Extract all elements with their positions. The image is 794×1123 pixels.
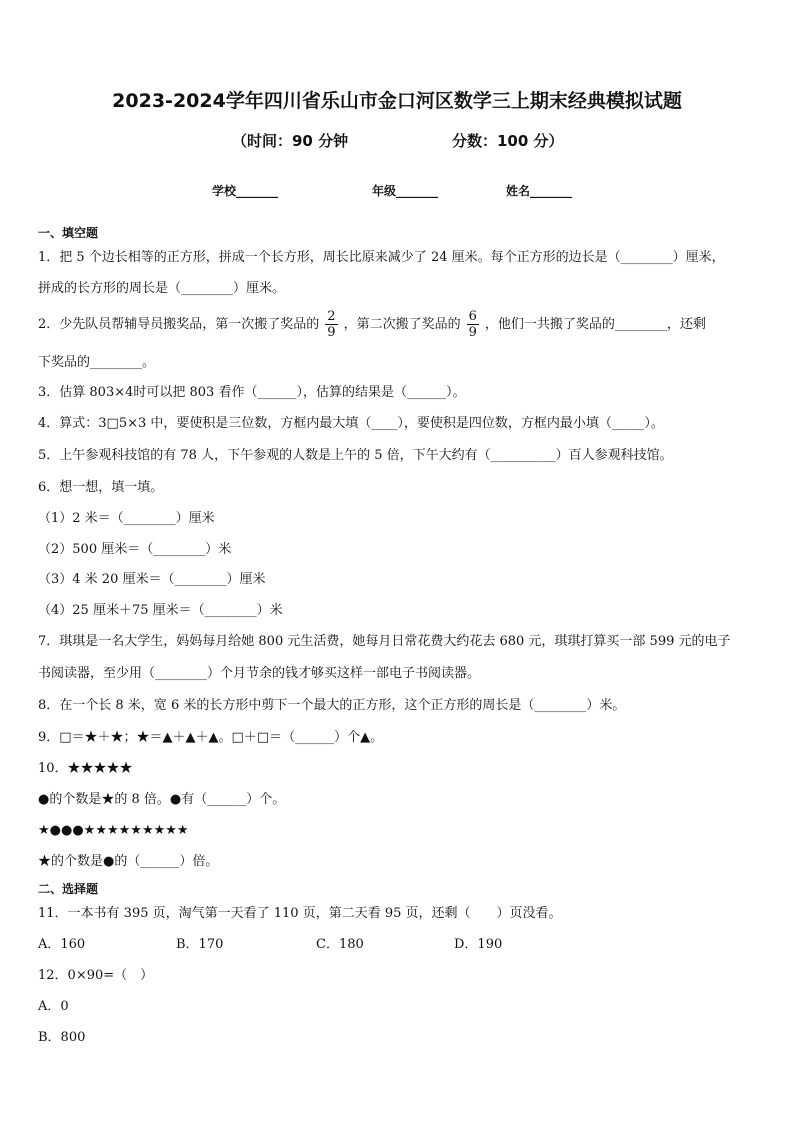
page-title: 2023-2024学年四川省乐山市金口河区数学三上期末经典模拟试题 — [112, 90, 682, 112]
question-12-option-b: B．800 — [38, 1030, 86, 1045]
section-heading: 二、选择题 — [38, 882, 99, 896]
question-6: 6．想一想，填一填。 — [38, 480, 164, 495]
school-field: 学校_______ — [212, 184, 279, 198]
fraction-2-9 — [325, 309, 337, 340]
section-heading: 一、填空题 — [38, 226, 99, 240]
exam-score: 分数：100 分） — [452, 132, 564, 150]
question-7-line-1: 7．琪琪是一名大学生，妈妈每月给她 800 元生活费，她每月日常花费大约花去 680 元，琪琪打算买一部 599 元的电子 — [38, 634, 731, 649]
question-10-part-2: ★的个数是●的（______）倍。 — [38, 854, 219, 869]
question-10-shapes: ★●●●★★★★★★★★★ — [38, 823, 189, 838]
question-10-part-1: ●的个数是★的 8 倍。●有（______）个。 — [38, 792, 286, 807]
question-11: 11．一本书有 395 页，淘气第一天看了 110 页，第二天看 95 页，还剩（ ）页没看。 — [38, 906, 562, 921]
fraction-numerator: 6 — [468, 309, 477, 324]
question-3: 3．估算 803×4时可以把 803 看作（______），估算的结果是（______）。 — [38, 385, 466, 400]
question-11-option-c: C．180 — [316, 937, 364, 952]
grade-field: 年级_______ — [372, 184, 439, 198]
question-2-text-b: ，第二次搬了奖品的 — [343, 317, 461, 332]
exam-time: （时间：90 分钟 — [232, 132, 349, 150]
question-6-item-1: （1）2 米＝（________）厘米 — [38, 511, 215, 526]
question-2-text-a: 2．少先队员帮辅导员搬奖品，第一次搬了奖品的 — [38, 317, 320, 332]
question-10: 10．★★★★★ — [38, 761, 133, 776]
question-11-option-b: B．170 — [176, 937, 224, 952]
question-11-option-a: A．160 — [38, 937, 86, 952]
name-field: 姓名_______ — [506, 184, 573, 198]
fraction-denominator: 9 — [327, 325, 336, 340]
question-2-line-2: 下奖品的________。 — [38, 355, 156, 370]
fraction-denominator: 9 — [468, 325, 477, 340]
question-6-item-2: （2）500 厘米＝（________）米 — [38, 542, 232, 557]
fraction-numerator: 2 — [327, 309, 336, 324]
question-8: 8．在一个长 8 米，宽 6 米的长方形中剪下一个最大的正方形，这个正方形的周长是（________）米。 — [38, 698, 626, 713]
question-6-item-4: （4）25 厘米＋75 厘米＝（________）米 — [38, 603, 283, 618]
question-7-line-2: 书阅读器，至少用（________）个月节余的钱才够买这样一部电子书阅读器。 — [38, 666, 481, 681]
question-12-option-a: A．0 — [38, 999, 69, 1014]
question-4: 4．算式：3□5×3 中，要使积是三位数，方框内最大填（____），要使积是四位数，方框内最小填（_____）。 — [38, 416, 664, 431]
question-6-item-3: （3）4 米 20 厘米＝（________）厘米 — [38, 572, 266, 587]
question-1-line-1: 1．把 5 个边长相等的正方形，拼成一个长方形，周长比原来减少了 24 厘米。每个正方形的边长是（________）厘米， — [38, 250, 725, 265]
question-1-line-2: 拼成的长方形的周长是（________）厘米。 — [38, 281, 286, 296]
question-5: 5．上午参观科技馆的有 78 人，下午参观的人数是上午的 5 倍，下午大约有（__________）百人参观科技馆。 — [38, 448, 673, 463]
question-2-line-1 — [38, 307, 706, 343]
question-9: 9．□＝★＋★；★＝▲＋▲＋▲。□＋□＝（______）个▲。 — [38, 730, 384, 745]
question-12: 12．0×90=（ ） — [38, 968, 154, 983]
question-11-option-d: D．190 — [454, 937, 503, 952]
question-2-text-c: ，他们一共搬了奖品的________，还剩 — [484, 317, 706, 332]
fraction-6-9 — [467, 309, 479, 340]
